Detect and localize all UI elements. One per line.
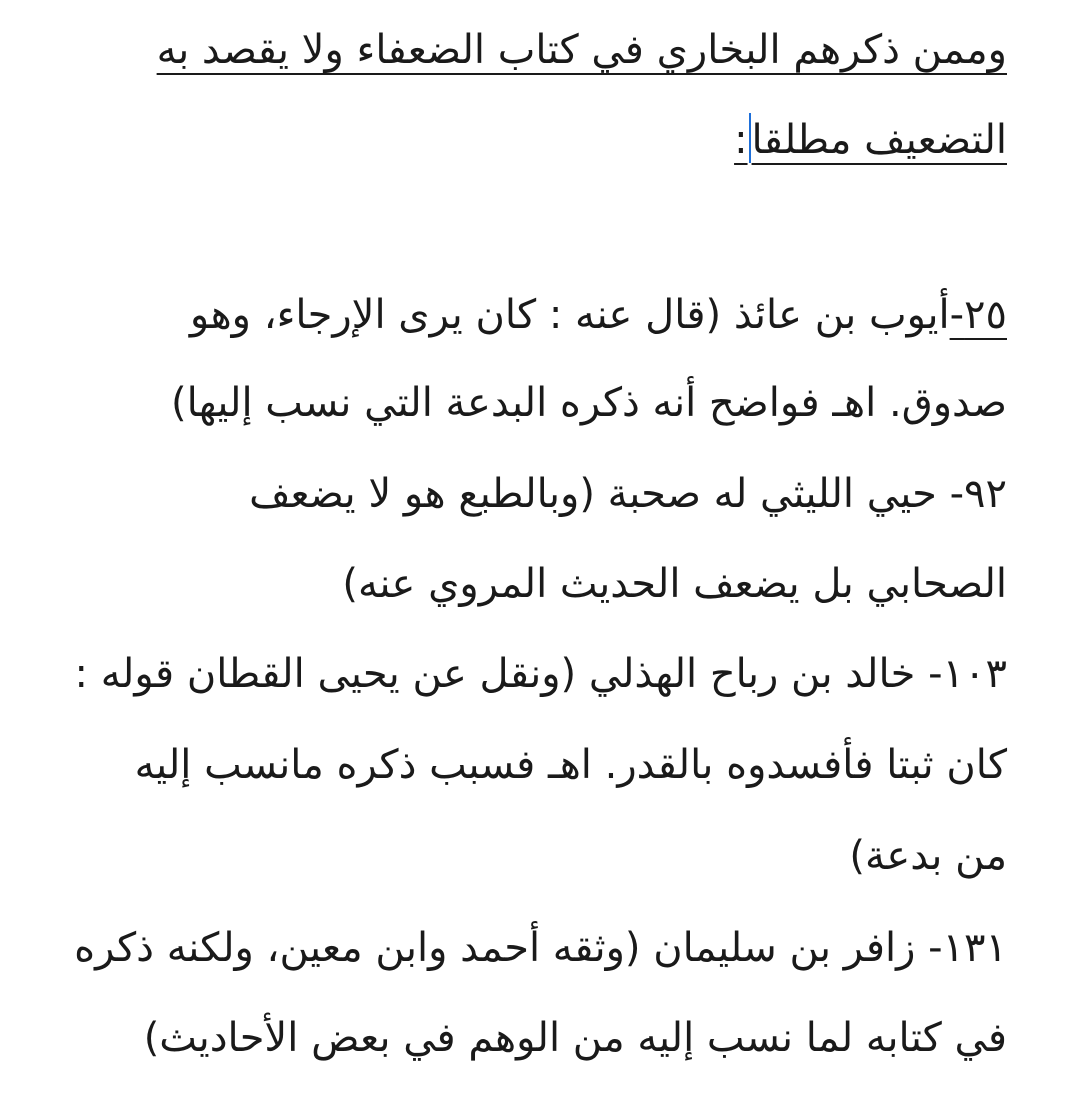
- entry-text: من بدعة): [849, 833, 1007, 879]
- entry-text: في كتابه لما نسب إليه من الوهم في بعض الأحاديث): [143, 1015, 1007, 1061]
- entry-103-line-1: [20, 646, 1007, 702]
- entry-text: ١٠٣- خالد بن رباح الهذلي (ونقل عن يحيى القطان قوله :: [74, 651, 1007, 697]
- heading-line-2: [20, 112, 1007, 168]
- entry-92-line-2: [20, 556, 1007, 612]
- heading-text-2: التضعيف مطلقا: [751, 117, 1007, 163]
- entry-103-line-2: [20, 737, 1007, 793]
- entry-text: ٩٢- حيي الليثي له صحبة (وبالطبع هو لا يضعف: [249, 471, 1007, 517]
- entry-text: صدوق. اهـ فواضح أنه ذكره البدعة التي نسب إليها): [170, 380, 1007, 426]
- heading-text-1: وممن ذكرهم البخاري في كتاب الضعفاء ولا يقصد به: [156, 27, 1007, 73]
- entry-131-line-2: [20, 1010, 1007, 1066]
- entry-103-line-3: [20, 828, 1007, 884]
- entry-text: ١٣١- زافر بن سليمان (وثقه أحمد وابن معين، ولكنه ذكره: [74, 925, 1007, 971]
- entry-25-line-1: [20, 287, 1007, 343]
- entry-text: كان ثبتا فأفسدوه بالقدر. اهـ فسبب ذكره مانسب إليه: [134, 742, 1007, 788]
- text-cursor: [749, 113, 751, 163]
- entry-text: أيوب بن عائذ (قال عنه : كان يرى الإرجاء، وهو: [189, 292, 950, 338]
- entry-25-line-2: [20, 375, 1007, 431]
- entry-131-line-1: [20, 920, 1007, 976]
- heading-line-1: [20, 22, 1007, 78]
- entry-number: ٢٥-: [949, 292, 1007, 338]
- heading-colon: :: [734, 117, 748, 163]
- entry-text: الصحابي بل يضعف الحديث المروي عنه): [342, 561, 1007, 607]
- entry-92-line-1: [20, 466, 1007, 522]
